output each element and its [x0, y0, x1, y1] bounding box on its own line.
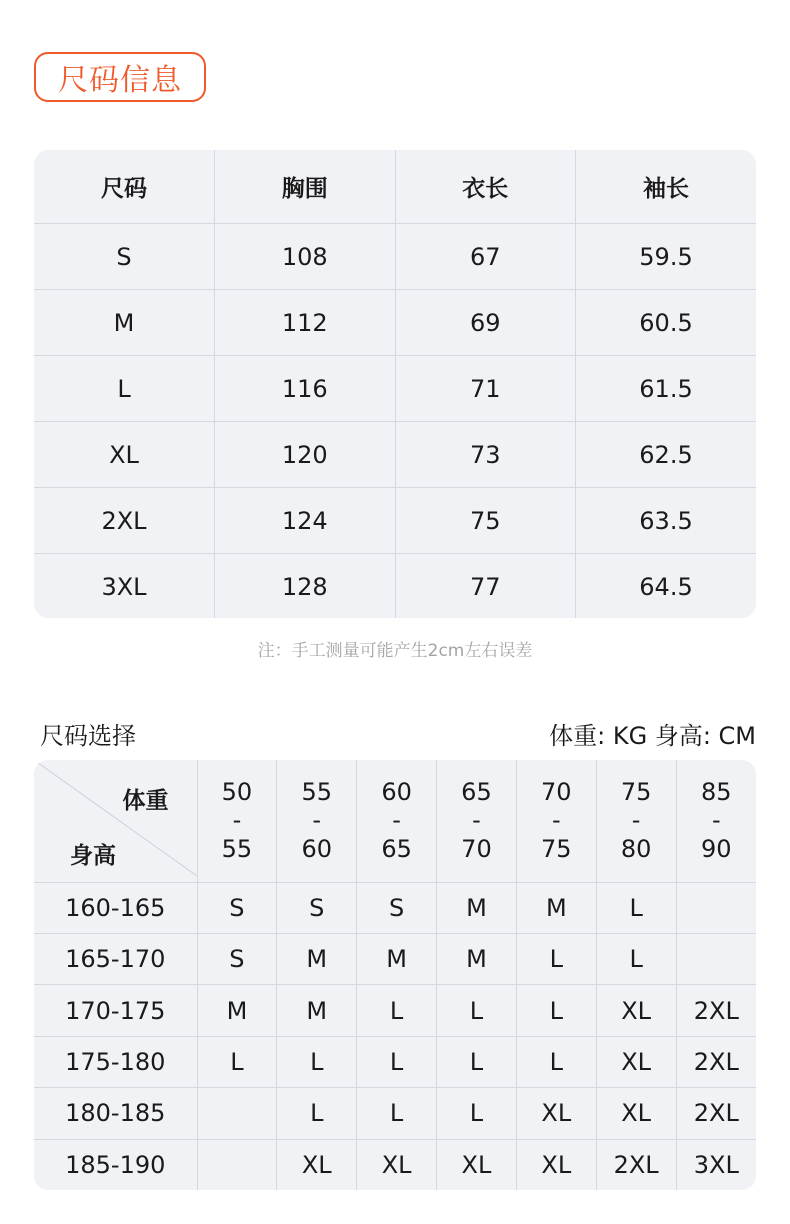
- size-chart-cell: 120: [215, 422, 396, 488]
- corner-header-cell: [34, 760, 197, 882]
- size-chart-cell: 77: [395, 554, 576, 619]
- weight-range-part: 75: [620, 777, 652, 806]
- size-chart-cell: 64.5: [639, 572, 693, 601]
- weight-range-part: 70: [461, 835, 492, 864]
- header-chest: 胸围: [215, 150, 396, 224]
- weight-axis-label: 体重: [122, 788, 169, 814]
- header-length: 衣长: [395, 150, 576, 224]
- weight-range-header: [596, 760, 676, 882]
- recommended-size-cell: [676, 934, 756, 985]
- recommended-size-cell: 3XL: [693, 1150, 739, 1179]
- height-row: [34, 1036, 756, 1087]
- height-row: [34, 882, 756, 933]
- weight-range-header: [357, 760, 437, 882]
- recommended-size-cell: M: [197, 985, 277, 1036]
- recommended-size-cell: L: [357, 985, 437, 1036]
- recommended-size-cell: L: [516, 985, 596, 1036]
- recommended-size-cell: [197, 1139, 277, 1190]
- recommended-size-cell: XL: [277, 1139, 357, 1190]
- weight-range-header: [676, 760, 756, 882]
- recommended-size-cell: M: [437, 934, 517, 985]
- recommended-size-cell: S: [277, 882, 357, 933]
- recommended-size-cell: XL: [516, 1139, 596, 1190]
- weight-range-part: 55: [221, 835, 253, 864]
- recommended-size-cell: XL: [437, 1139, 517, 1190]
- size-chart-cell: 112: [215, 290, 396, 356]
- recommended-size-cell: 2XL: [676, 985, 756, 1036]
- height-row: [34, 1139, 756, 1190]
- recommended-size-cell: L: [596, 934, 676, 985]
- weight-range-part: 80: [620, 835, 652, 864]
- weight-range-part: -: [551, 806, 561, 835]
- weight-range-part: -: [392, 806, 401, 835]
- size-chart-cell: 59.5: [576, 224, 757, 290]
- height-row: [34, 1088, 756, 1139]
- weight-range-part: -: [472, 806, 481, 835]
- size-chart-cell: 108: [215, 224, 396, 290]
- height-axis-label: 身高: [70, 842, 116, 869]
- header-sleeve: 袖长: [576, 150, 757, 224]
- recommended-size-cell: S: [197, 934, 277, 985]
- section-title-badge: 尺码信息: [34, 52, 206, 102]
- size-chart-row: [34, 488, 756, 554]
- size-chart-cell: 2XL: [34, 488, 215, 554]
- height-range-label: 185-190: [34, 1139, 197, 1190]
- size-chart-cell: 63.5: [576, 488, 757, 554]
- height-range-label: 170-175: [34, 985, 197, 1036]
- weight-range-part: 60: [301, 835, 333, 864]
- weight-range-part: 65: [381, 835, 412, 864]
- weight-range-part: 90: [701, 835, 732, 864]
- weight-range-part: 75: [541, 835, 572, 864]
- recommended-size-cell: L: [437, 1036, 517, 1087]
- recommended-size-cell: L: [277, 1036, 357, 1087]
- weight-range-part: -: [631, 806, 641, 835]
- recommended-size-cell: M: [516, 882, 596, 933]
- size-chart-cell: 60.5: [576, 290, 757, 356]
- header-size: 尺码: [34, 150, 215, 224]
- weight-range-header: [516, 760, 596, 882]
- recommended-size-cell: L: [197, 1036, 277, 1087]
- size-chart-cell: 61.5: [576, 356, 757, 422]
- weight-range-header: [437, 760, 517, 882]
- weight-range-part: -: [711, 806, 721, 835]
- height-range-label: 180-185: [34, 1088, 197, 1139]
- recommended-size-cell: S: [357, 882, 437, 933]
- size-chart-row: [34, 356, 756, 422]
- weight-range-part: 70: [541, 777, 572, 806]
- size-chart-cell: 116: [215, 356, 396, 422]
- recommended-size-cell: L: [516, 1036, 596, 1087]
- size-chart-row: [34, 554, 756, 619]
- height-row: [34, 934, 756, 985]
- size-chart-table: [34, 150, 756, 618]
- recommended-size-cell: [676, 882, 756, 933]
- recommended-size-cell: M: [357, 934, 437, 985]
- recommended-size-cell: XL: [596, 985, 676, 1036]
- weight-range-part: 60: [381, 777, 412, 806]
- recommended-size-cell: M: [437, 882, 517, 933]
- size-chart-cell: M: [34, 290, 215, 356]
- weight-range-part: 55: [301, 777, 333, 806]
- size-chart-row: [34, 224, 756, 290]
- recommended-size-cell: L: [516, 934, 596, 985]
- recommended-size-cell: S: [197, 882, 277, 933]
- measurement-note: 注：手工测量可能产生2cm左右误差: [257, 641, 533, 661]
- recommended-size-cell: 2XL: [676, 1036, 756, 1087]
- size-chart-header-row: [34, 150, 756, 224]
- height-range-label: 165-170: [34, 934, 197, 985]
- recommended-size-cell: L: [437, 1088, 517, 1139]
- recommended-size-cell: [197, 1088, 277, 1139]
- recommended-size-cell: XL: [516, 1088, 596, 1139]
- size-chart-cell: 69: [395, 290, 576, 356]
- size-chart-cell: L: [34, 356, 215, 422]
- weight-range-header: [277, 760, 357, 882]
- recommended-size-cell: 2XL: [596, 1139, 676, 1190]
- recommended-size-cell: L: [357, 1088, 437, 1139]
- size-chart-row: [34, 290, 756, 356]
- recommended-size-cell: L: [596, 882, 676, 933]
- size-chart-cell: 73: [395, 422, 576, 488]
- height-row: [34, 985, 756, 1036]
- weight-range-part: -: [312, 806, 322, 835]
- weight-range-part: 50: [221, 777, 253, 806]
- recommended-size-cell: M: [277, 934, 357, 985]
- weight-range-header: [197, 760, 277, 882]
- weight-range-part: 65: [461, 777, 492, 806]
- height-range-label: 175-180: [34, 1036, 197, 1087]
- size-selection-title: 尺码选择: [40, 722, 136, 750]
- size-chart-cell: 128: [215, 554, 396, 619]
- weight-range-part: -: [232, 806, 242, 835]
- recommended-size-cell: L: [437, 985, 517, 1036]
- size-chart-cell: 67: [395, 224, 576, 290]
- recommended-size-cell: M: [277, 985, 357, 1036]
- recommended-size-cell: XL: [596, 1036, 676, 1087]
- size-chart-cell: 124: [215, 488, 396, 554]
- recommended-size-cell: L: [357, 1036, 437, 1087]
- recommended-size-cell: 2XL: [676, 1088, 756, 1139]
- recommended-size-cell: XL: [596, 1088, 676, 1139]
- size-chart-cell: XL: [34, 422, 215, 488]
- height-range-label: 160-165: [34, 882, 197, 933]
- size-chart-cell: 71: [395, 356, 576, 422]
- size-chart-cell: 62.5: [576, 422, 757, 488]
- size-chart-cell: 3XL: [34, 554, 215, 619]
- size-selection-table: [34, 760, 756, 1190]
- size-chart-cell: 75: [395, 488, 576, 554]
- size-chart-cell: S: [34, 224, 215, 290]
- weight-header-row: [34, 760, 756, 882]
- recommended-size-cell: L: [277, 1088, 357, 1139]
- weight-range-part: 85: [701, 777, 732, 806]
- units-label: 体重: KG 身高: CM: [549, 722, 756, 750]
- size-chart-row: [34, 422, 756, 488]
- recommended-size-cell: XL: [357, 1139, 437, 1190]
